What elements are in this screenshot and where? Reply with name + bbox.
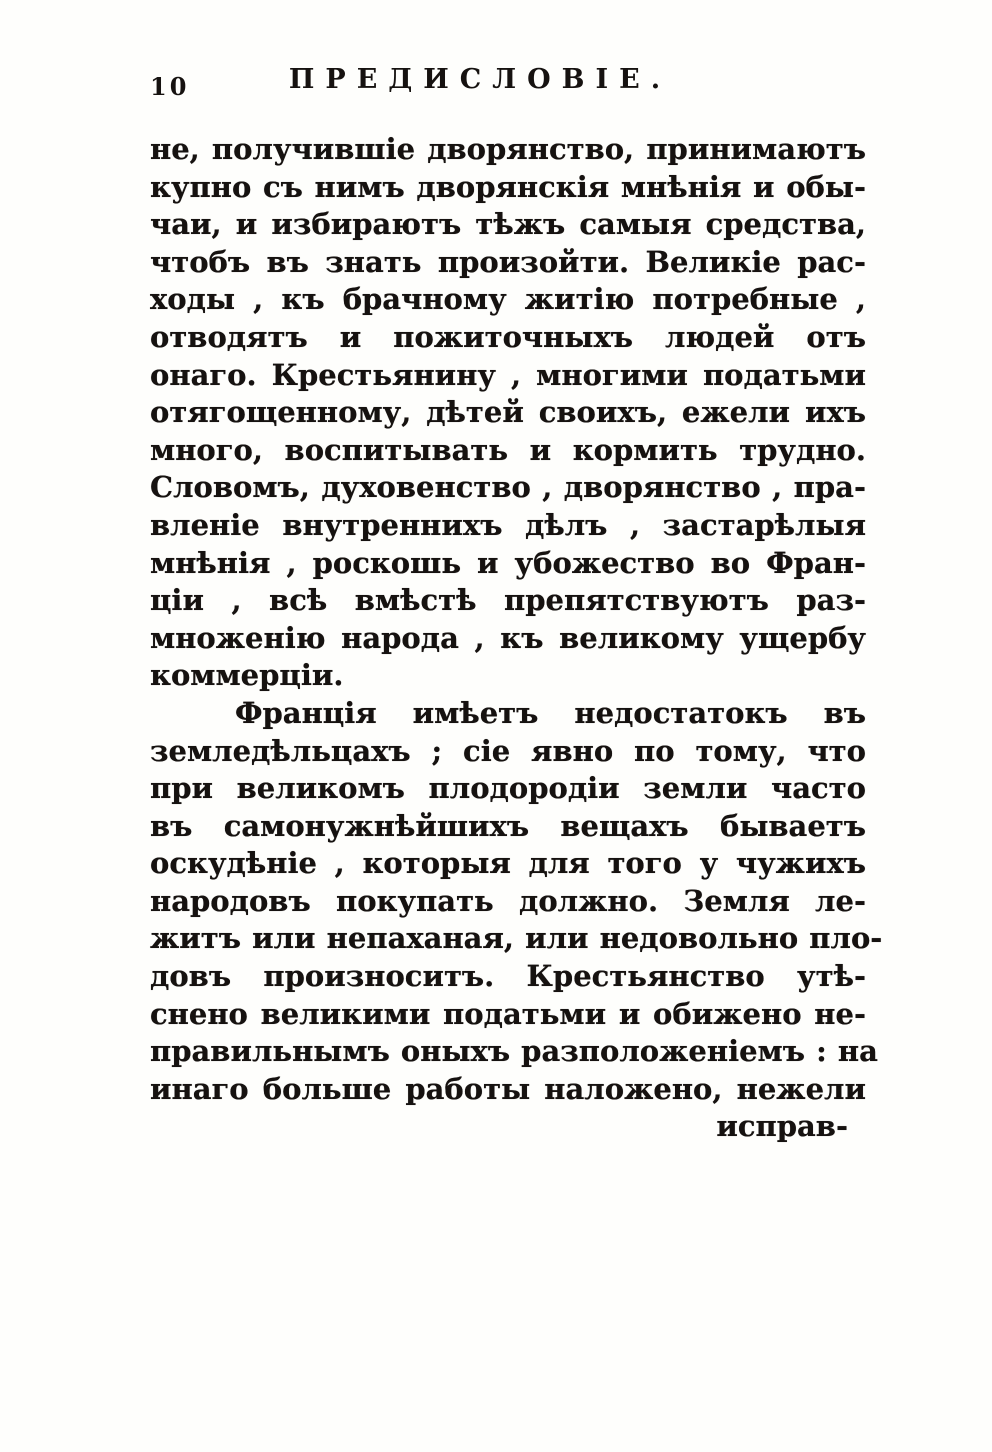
text-line: много, воспитывать и кормить трудно. [150,432,866,467]
text-line: множенію народа , къ великому ущербу [150,620,866,655]
text-line: отягощенному, дѣтей своихъ, ежели ихъ [150,395,866,430]
text-line: ціи , всѣ вмѣстѣ препятствуютъ раз- [150,583,866,618]
text-line: купно съ нимъ дворянскія мнѣнія и обы- [150,169,866,204]
text-line: онаго. Крестьянину , многими податьми [150,357,866,392]
text-line: житъ или непаханая, или недовольно пло- [150,921,883,956]
text-line: Словомъ, духовенство , дворянство , пра- [150,470,866,505]
text-line-paragraph-end: коммерціи. [150,658,344,693]
text-line: инаго больше работы наложено, нежели [150,1071,866,1106]
text-line: при великомъ плодородіи земли часто [150,771,866,806]
text-line: чаи, и избираютъ тѣжъ самыя средства, [150,207,866,242]
body-text [150,131,883,1146]
text-line: народовъ покупать должно. Земля ле- [150,883,866,918]
text-line-paragraph-start: Франція имѣетъ недостатокъ въ [235,695,866,730]
catchword: исправ- [716,1109,848,1144]
running-header: ПРЕДИСЛОВІЕ. [288,64,672,95]
text-line: правильнымъ оныхъ разположеніемъ : на [150,1034,878,1069]
text-line: въ самонужнѣйшихъ вещахъ бываетъ [150,808,866,843]
text-line: мнѣнія , роскошь и убожество во Фран- [150,545,866,580]
text-line: чтобъ въ знать произойти. Великіе рас- [150,244,866,279]
text-line: вленіе внутреннихъ дѣлъ , застарѣлыя [150,507,866,542]
text-line: снено великими податьми и обижено не- [150,996,866,1031]
text-line: довъ произноситъ. Крестьянство утѣ- [150,959,866,994]
text-line: земледѣльцахъ ; сіе явно по тому, что [150,733,866,768]
text-line: оскудѣніе , которыя для того у чужихъ [150,846,866,881]
page-number: 10 [150,72,190,101]
text-line: отводятъ и пожиточныхъ людей отъ [150,319,866,354]
text-line: не, получившіе дворянство, принимаютъ [150,132,866,166]
text-line: ходы , къ брачному житію потребные , [150,282,866,317]
